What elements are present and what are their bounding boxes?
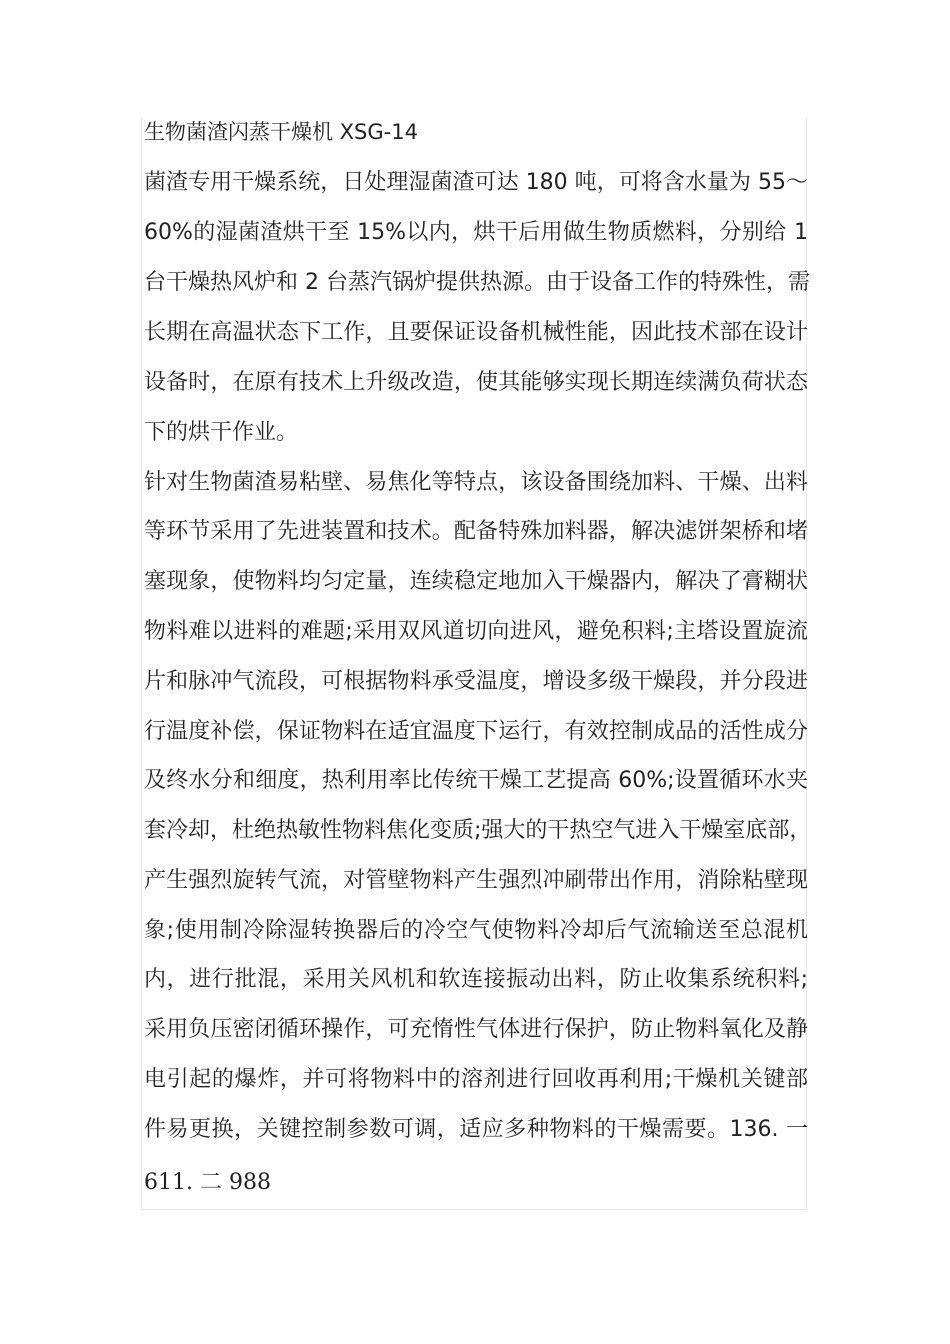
- paragraph-line: 设备时，在原有技术上升级改造，使其能够实现长期连续满负荷状态: [144, 370, 808, 395]
- paragraph-line: 件易更换，关键控制参数可调，适应多种物料的干燥需要。136. 一: [144, 1117, 808, 1142]
- paragraph-line: 下的烘干作业。: [144, 420, 299, 445]
- paragraph-final-line: 611. 二 988: [144, 1170, 271, 1195]
- paragraph-line: 等环节采用了先进装置和技术。配备特殊加料器，解决滤饼架桥和堵: [144, 519, 808, 544]
- paragraph-line: 行温度补偿，保证物料在适宜温度下运行，有效控制成品的活性成分: [144, 719, 808, 744]
- paragraph-line: 电引起的爆炸，并可将物料中的溶剂进行回收再利用;干燥机关键部: [144, 1067, 808, 1092]
- paragraph-line: 菌渣专用干燥系统，日处理湿菌渣可达 180 吨，可将含水量为 55～: [144, 170, 808, 195]
- paragraph-line: 针对生物菌渣易粘壁、易焦化等特点，该设备围绕加料、干燥、出料: [144, 470, 808, 495]
- paragraph-line: 套冷却，杜绝热敏性物料焦化变质;强大的干热空气进入干燥室底部，: [144, 818, 812, 843]
- paragraph-line: 内，进行批混，采用关风机和软连接振动出料，防止收集系统积料;: [144, 967, 808, 992]
- paragraph-line: 60%的湿菌渣烘干至 15%以内，烘干后用做生物质燃料，分别给 1: [144, 220, 808, 245]
- paragraph-line: 及终水分和细度，热利用率比传统干燥工艺提高 60%;设置循环水夹: [144, 768, 808, 793]
- paragraph-line: 物料难以进料的难题;采用双风道切向进风，避免积料;主塔设置旋流: [144, 619, 808, 644]
- paragraph-line: 产生强烈旋转气流，对管壁物料产生强烈冲刷带出作用，消除粘壁现: [144, 868, 808, 893]
- paragraph-line: 长期在高温状态下工作，且要保证设备机械性能，因此技术部在设计: [144, 320, 808, 345]
- paragraph-line: 台干燥热风炉和 2 台蒸汽锅炉提供热源。由于设备工作的特殊性，需: [144, 270, 810, 295]
- paragraph-line: 塞现象，使物料均匀定量，连续稳定地加入干燥器内，解决了膏糊状: [144, 569, 808, 594]
- document-title: 生物菌渣闪蒸干燥机 XSG-14: [144, 120, 418, 144]
- paragraph-line: 采用负压密闭循环操作，可充惰性气体进行保护，防止物料氧化及静: [144, 1017, 808, 1042]
- paragraph-line: 象;使用制冷除湿转换器后的冷空气使物料冷却后气流输送至总混机: [144, 918, 808, 943]
- paragraph-line: 片和脉冲气流段，可根据物料承受温度，增设多级干燥段，并分段进: [144, 669, 808, 694]
